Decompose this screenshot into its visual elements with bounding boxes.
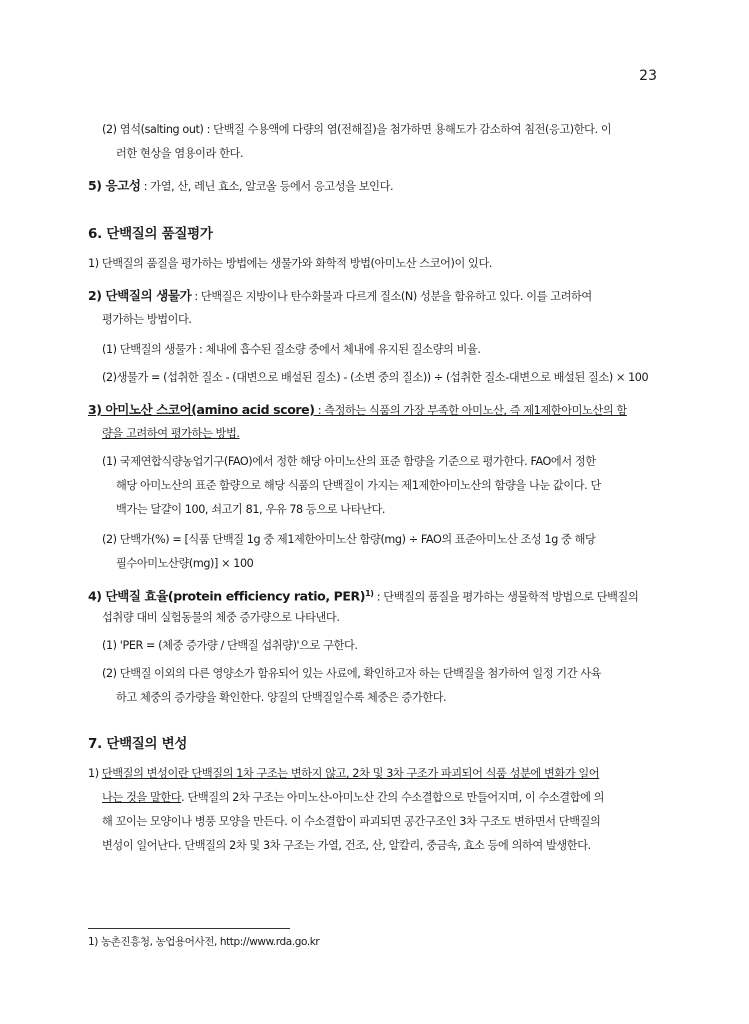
page-number: 23 bbox=[639, 68, 657, 84]
footnote-divider bbox=[88, 928, 290, 929]
denaturation-paragraph: 1) 단백질의 변성이란 단백질의 1차 구조는 변하지 않고, 2차 및 3차 구조가 파괴되어 식품 성분에 변화가 일어 나는 것을 말한다. 단백질의 2차 구조는 아미노산-아미노산 간의 수소결합으로 만들어지며, 이 수소결합에 의 해 꼬이는 모양이나 병풍 모양을 만든다. 이 수소결합이 파괴되면 공간구조인 3차 구조도 변하면서 단백질의 변성이 일어난다. 단백질의 2차 및 3차 구조는 가열, 건조, 산, 알칼리, 중금속, 효소 등에 의하여 발생한다. bbox=[88, 767, 605, 852]
per-formula: (1) 'PER = (체중 증가량 / 단백질 섭취량)'으로 구한다. bbox=[102, 639, 358, 652]
biological-value-formula: (2)생물가 = (섭취한 질소 - (대변으로 배설된 질소) - (소변 중의 질소)) ÷ (섭취한 질소-대변으로 배설된 질소) × 100 bbox=[102, 371, 649, 384]
section-7-heading: 7. 단백질의 변성 bbox=[88, 736, 188, 752]
biological-value-paragraph: 2) 단백질의 생물가 : 단백질은 지방이나 탄수화물과 다르게 질소(N) 성분을 함유하고 있다. 이를 고려하여 평가하는 방법이다. bbox=[88, 288, 592, 326]
fao-standard-paragraph: (1) 국제연합식량농업기구(FAO)에서 정한 해당 아미노산의 표준 함량을 기준으로 평가한다. FAO에서 정한 해당 아미노산의 표준 함량으로 해당 식품의 단백질이 가지는 제1제한아미노산의 함량을 나눈 값이다. 단 백가는 달걀이 100, 쇠고기 81, 우유 78 등으로 나타난다. bbox=[102, 455, 601, 516]
per-paragraph: 4) 단백질 효율(protein efficiency ratio, PER)$^{1)}$ : 단백질의 품질을 평가하는 생물학적 방법으로 단백질의 섭취량 대비 실험동물의 체중 증가량으로 나타낸다. bbox=[88, 588, 639, 624]
footnote: 1) 농촌진흥청, 농업용어사전, http://www.rda.go.kr bbox=[88, 936, 320, 948]
coagulation-paragraph: 5) 응고성 : 가열, 산, 레닌 효소, 알코올 등에서 응고성을 보인다. bbox=[88, 178, 394, 193]
quality-methods-paragraph: 1) 단백질의 품질을 평가하는 방법에는 생물가와 화학적 방법(아미노산 스코어)이 있다. bbox=[88, 257, 493, 270]
per-method-paragraph: (2) 단백질 이외의 다른 영양소가 함유되어 있는 사료에, 확인하고자 하는 단백질을 첨가하여 일정 기간 사육 하고 체중의 증가량을 확인한다. 양질의 단백질일수록 체중은 증가한다. bbox=[102, 667, 602, 704]
section-6-heading: 6. 단백질의 품질평가 bbox=[88, 226, 213, 242]
biological-value-definition: (1) 단백질의 생물가 : 체내에 흡수된 질소량 중에서 체내에 유지된 질소량의 비율. bbox=[102, 343, 481, 356]
salting-out-paragraph: (2) 염석(salting out) : 단백질 수용액에 다량의 염(전해질)을 첨가하면 용해도가 감소하여 침전(응고)한다. 이 러한 현상을 염용이라 한다. bbox=[102, 123, 612, 160]
protein-score-formula: (2) 단백가(%) = [식품 단백질 1g 중 제1제한아미노산 함량(mg) ÷ FAO의 표준아미노산 조성 1g 중 해당 필수아미노산량(mg)] × 100 bbox=[102, 533, 596, 570]
amino-acid-score-paragraph: 3) 아미노산 스코어(amino acid score) : 측정하는 식품의 가장 부족한 아미노산, 즉 제1제한아미노산의 함 량을 고려하여 평가하는 방법. bbox=[88, 402, 627, 440]
footnote-ref: 1) bbox=[365, 589, 374, 598]
